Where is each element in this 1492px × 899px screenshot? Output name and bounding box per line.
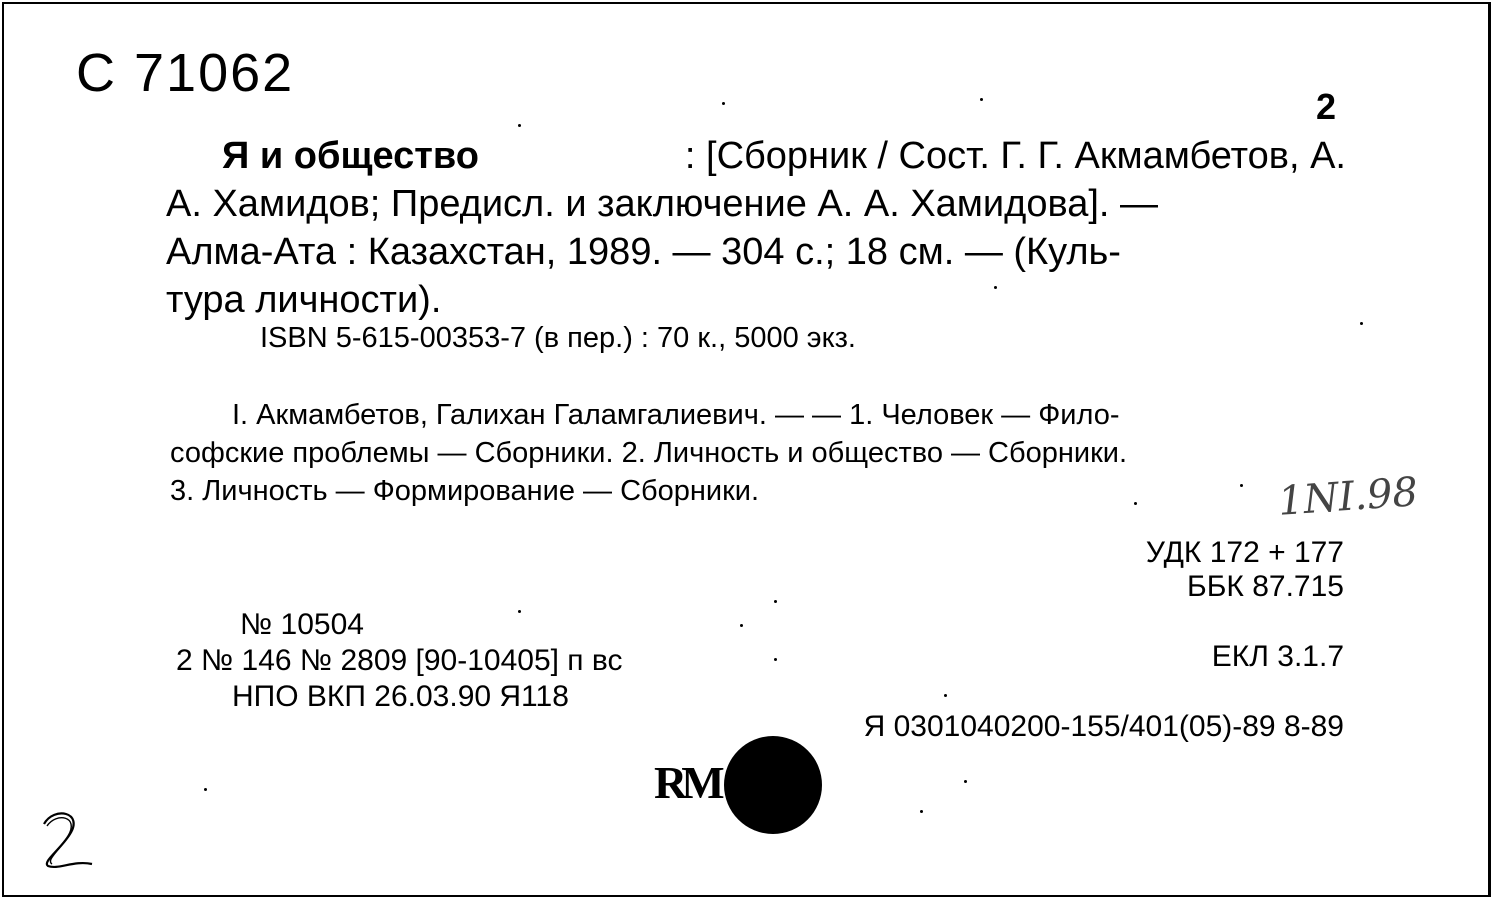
speck xyxy=(518,124,521,127)
speck xyxy=(964,780,967,783)
speck xyxy=(980,98,983,101)
speck xyxy=(994,286,997,289)
publisher-code: Я 0301040200-155/401(05)-89 8-89 xyxy=(863,710,1344,743)
handwritten-note: 1NI.98 xyxy=(1276,469,1420,525)
handwritten-corner-mark xyxy=(34,804,104,874)
order-line-2: 2 № 146 № 2809 [90-10405] п вс xyxy=(176,644,623,677)
udk-code: УДК 172 + 177 xyxy=(1145,536,1344,569)
order-line-3: НПО ВКП 26.03.90 Я118 xyxy=(232,680,569,713)
speck xyxy=(518,610,521,613)
subject-line-2-text: софские проблемы — Сборники. 2. Личность и общество — Сборники. xyxy=(170,437,1128,469)
subject-line-3-text: 3. Личность — Формирование — Сборники. xyxy=(170,475,760,507)
description-line-1-rest: : [Сборник / Сост. Г. Г. Акмамбетов, А. xyxy=(684,135,1346,177)
speck xyxy=(740,624,743,627)
bibliographic-description xyxy=(166,132,1346,324)
subject-line-1 xyxy=(170,396,1346,434)
speck xyxy=(774,658,777,661)
speck xyxy=(920,810,923,813)
order-number: № 10504 xyxy=(240,608,364,641)
subject-line-3 xyxy=(170,472,1346,510)
subject-headings xyxy=(170,396,1346,510)
punch-hole xyxy=(724,736,822,834)
description-line-2-text: А. Хамидов; Предисл. и заключение А. А. Хамидова]. — xyxy=(166,183,1159,225)
subject-line-2 xyxy=(170,434,1346,472)
description-line-3-text: Алма-Ата : Казахстан, 1989. — 304 с.; 18 см. — (Куль- xyxy=(166,231,1121,273)
rm-stamp: RM xyxy=(654,757,719,808)
speck xyxy=(774,600,777,603)
call-number: C 71062 xyxy=(76,43,295,103)
catalog-card xyxy=(2,2,1491,897)
description-line-3 xyxy=(166,228,1346,276)
speck xyxy=(1134,502,1137,505)
description-line-4-text: тура личности). xyxy=(166,279,442,321)
speck xyxy=(1240,484,1243,487)
description-line-4 xyxy=(166,276,1346,324)
subject-line-1-text: I. Акмамбетов, Галихан Галамгалиевич. — — 1. Человек — Фило- xyxy=(232,399,1120,431)
bbk-code: ББК 87.715 xyxy=(1187,570,1344,603)
speck xyxy=(722,102,725,105)
description-line-1 xyxy=(166,132,1346,180)
ekl-code: ЕКЛ 3.1.7 xyxy=(1211,640,1344,673)
page-number: 2 xyxy=(1316,86,1337,127)
description-line-2 xyxy=(166,180,1346,228)
speck xyxy=(204,788,207,791)
speck xyxy=(1360,322,1363,325)
book-title: Я и общество xyxy=(222,135,479,177)
speck xyxy=(944,694,947,697)
isbn-line: ISBN 5-615-00353-7 (в пер.) : 70 к., 5000 экз. xyxy=(260,322,856,354)
